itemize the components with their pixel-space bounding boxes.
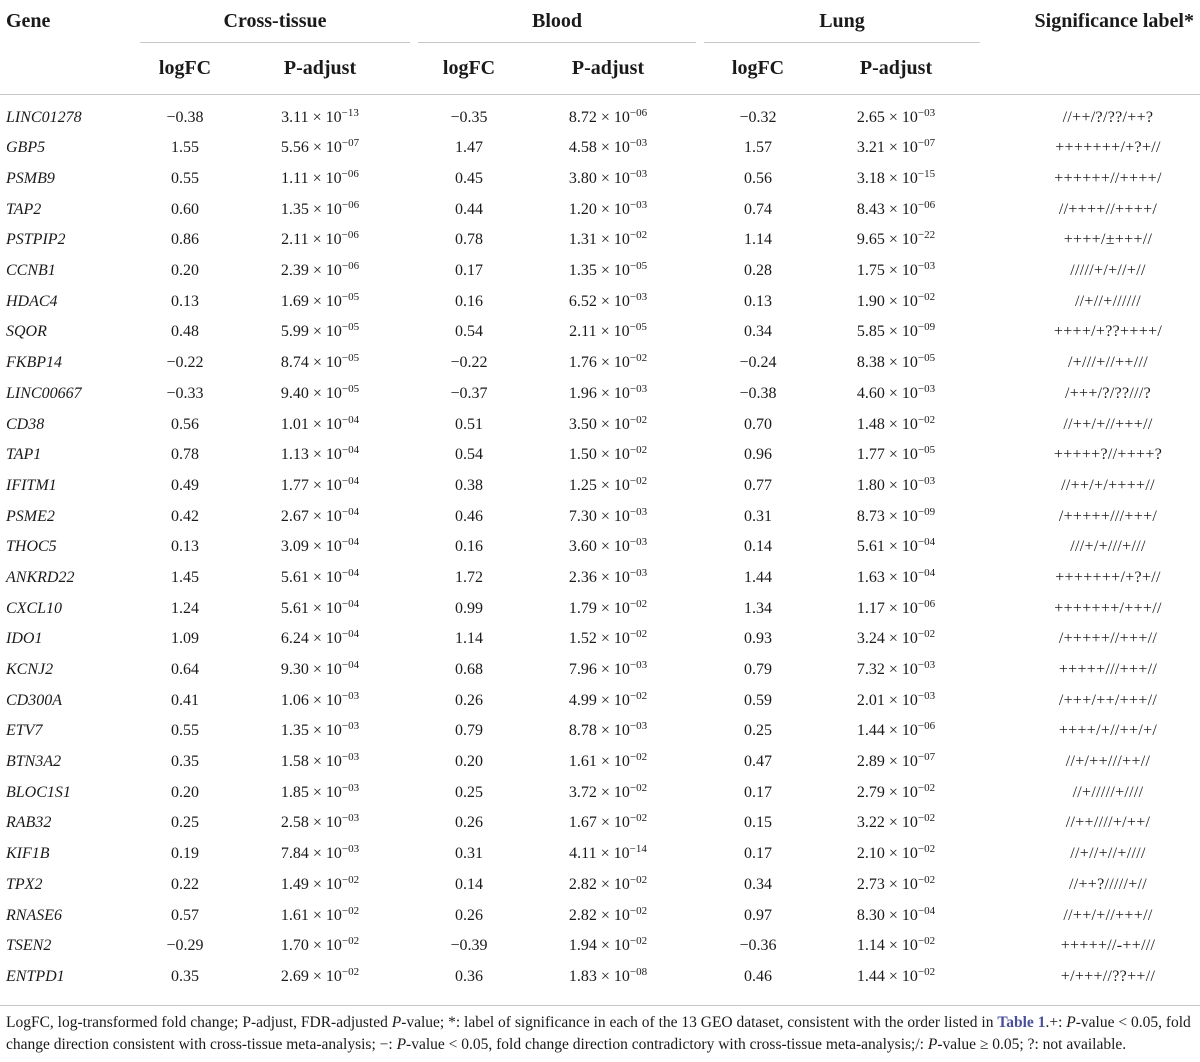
- lu-padjust-cell: $2.73 \times 10^{-02}$: [856, 873, 936, 893]
- lu-logfc-cell: 0.34: [744, 323, 772, 341]
- bl-padjust-cell: $1.67 \times 10^{-02}$: [568, 812, 648, 832]
- lu-logfc-cell: −0.36: [739, 937, 777, 955]
- lu-padjust-cell: $2.65 \times 10^{-03}$: [856, 107, 936, 126]
- bl-logfc-cell: 0.38: [455, 476, 483, 494]
- bl-logfc-cell: 0.26: [455, 906, 483, 924]
- ct-padjust-cell: $5.61 \times 10^{-04}$: [280, 566, 360, 586]
- bl-padjust-cell: $1.96 \times 10^{-03}$: [568, 382, 648, 402]
- bl-padjust-cell: $1.31 \times 10^{-02}$: [568, 229, 648, 249]
- ct-logfc-cell: 0.55: [171, 722, 199, 740]
- lu-logfc-cell: 1.44: [744, 568, 772, 586]
- significance-cell: ++++/+??++++/: [1053, 323, 1163, 341]
- table-body: [0, 95, 1200, 993]
- bl-padjust-cell: $3.72 \times 10^{-02}$: [568, 781, 648, 801]
- gene-cell: RAB32: [6, 814, 52, 832]
- ct-logfc-cell: 0.57: [171, 906, 199, 924]
- gene-cell: ENTPD1: [6, 967, 65, 985]
- significance-cell: //++/+/++++//: [1061, 476, 1155, 494]
- lu-padjust-cell: $8.30 \times 10^{-04}$: [856, 904, 936, 924]
- lu-padjust-cell: $2.79 \times 10^{-02}$: [856, 781, 936, 801]
- ct-padjust-cell: $2.39 \times 10^{-06}$: [280, 260, 360, 280]
- bl-padjust-cell: $1.61 \times 10^{-02}$: [568, 751, 648, 771]
- lu-logfc-cell: 0.47: [744, 753, 772, 771]
- ct-logfc-cell: −0.29: [166, 937, 204, 955]
- table-row: [0, 532, 1200, 563]
- table-row: [0, 256, 1200, 287]
- ct-padjust-cell: $1.58 \times 10^{-03}$: [280, 751, 360, 771]
- lu-logfc-cell: 0.97: [744, 906, 772, 924]
- lu-logfc-cell: 0.25: [744, 722, 772, 740]
- table-row: [0, 624, 1200, 655]
- ct-padjust-cell: $1.85 \times 10^{-03}$: [280, 781, 360, 801]
- lu-padjust-cell: $4.60 \times 10^{-03}$: [856, 382, 936, 402]
- lu-padjust-cell: $1.63 \times 10^{-04}$: [856, 566, 936, 586]
- table-row: [0, 409, 1200, 440]
- bl-logfc-cell: 0.26: [455, 814, 483, 832]
- lu-logfc-cell: 0.96: [744, 446, 772, 464]
- ct-padjust-cell: $1.35 \times 10^{-06}$: [280, 198, 360, 218]
- bl-padjust-cell: $2.82 \times 10^{-02}$: [568, 873, 648, 893]
- ct-padjust-cell: $1.06 \times 10^{-03}$: [280, 689, 360, 709]
- ct-padjust-cell: $2.58 \times 10^{-03}$: [280, 812, 360, 832]
- significance-cell: ++++++//++++/: [1054, 170, 1162, 188]
- lu-padjust-cell: $1.48 \times 10^{-02}$: [856, 413, 936, 433]
- ct-logfc-cell: 1.24: [171, 599, 199, 617]
- bl-logfc-cell: 0.46: [455, 507, 483, 525]
- bl-padjust-cell: $4.11 \times 10^{-14}$: [569, 843, 647, 863]
- bl-padjust-cell: $3.50 \times 10^{-02}$: [568, 413, 648, 433]
- cross-tissue-header: Cross-tissue: [140, 0, 410, 42]
- lu-padjust-cell: $1.80 \times 10^{-03}$: [856, 474, 936, 494]
- bl-logfc-cell: 1.14: [455, 630, 483, 648]
- ct-padjust-cell: $1.35 \times 10^{-03}$: [280, 720, 360, 740]
- bl-logfc-cell: 0.51: [455, 415, 483, 433]
- gene-cell: FKBP14: [6, 354, 62, 372]
- table-bottom-rule: [0, 1005, 1200, 1006]
- ct-logfc-cell: 0.64: [171, 661, 199, 679]
- gene-cell: PSME2: [6, 507, 55, 525]
- significance-cell: //++/+//+++//: [1063, 415, 1153, 433]
- lu-logfc-cell: 0.17: [744, 845, 772, 863]
- lu-logfc-cell: 0.59: [744, 691, 772, 709]
- significance-cell: //++/+//+++//: [1063, 906, 1153, 924]
- table-row: [0, 685, 1200, 716]
- ct-padjust-cell: $9.30 \times 10^{-04}$: [280, 659, 360, 679]
- gene-cell: TAP2: [6, 200, 42, 218]
- bl-padjust-cell: $8.72 \times 10^{-06}$: [568, 107, 648, 126]
- ct-padjust-cell: $2.69 \times 10^{-02}$: [280, 965, 360, 985]
- table-row: [0, 133, 1200, 164]
- lu-padjust-cell: $9.65 \times 10^{-22}$: [856, 229, 936, 249]
- gene-cell: CXCL10: [6, 599, 63, 617]
- significance-cell: +++++//-++///: [1060, 937, 1156, 955]
- table-row: [0, 900, 1200, 931]
- bl-padjust-cell: $6.52 \times 10^{-03}$: [568, 290, 648, 310]
- gene-header: Gene: [6, 9, 51, 32]
- bl-logfc-cell: 0.17: [455, 262, 483, 280]
- ct-logfc-cell: 0.78: [171, 446, 199, 464]
- ct-logfc-cell: 0.13: [171, 292, 199, 310]
- bl-logfc-cell: 0.36: [455, 967, 483, 985]
- ct-logfc-cell: 0.48: [171, 323, 199, 341]
- ct-logfc-cell: 0.55: [171, 170, 199, 188]
- ct-padjust-cell: $1.13 \times 10^{-04}$: [280, 444, 360, 464]
- bl-logfc-cell: 0.16: [455, 538, 483, 556]
- table-row: [0, 747, 1200, 778]
- bl-padjust-cell: $1.50 \times 10^{-02}$: [568, 444, 648, 464]
- gene-cell: KIF1B: [6, 845, 50, 863]
- significance-cell: //++////+/++/: [1065, 814, 1151, 832]
- table-row: [0, 440, 1200, 471]
- ct-padjust-cell: $5.61 \times 10^{-04}$: [280, 597, 360, 617]
- gene-cell: TSEN2: [6, 937, 52, 955]
- ct-padjust-cell: $2.67 \times 10^{-04}$: [280, 505, 360, 525]
- lung-logfc-header: logFC: [704, 42, 812, 95]
- lu-logfc-cell: −0.24: [739, 354, 777, 372]
- table-row: [0, 164, 1200, 195]
- table-row: [0, 931, 1200, 962]
- ct-logfc-cell: 1.55: [171, 139, 199, 157]
- gene-cell: PSTPIP2: [6, 231, 66, 249]
- ct-logfc-cell: 0.13: [171, 538, 199, 556]
- ct-logfc-cell: 0.35: [171, 967, 199, 985]
- bl-logfc-cell: 0.54: [455, 323, 483, 341]
- ct-padjust-cell: $5.99 \times 10^{-05}$: [280, 321, 360, 341]
- lu-logfc-cell: 0.93: [744, 630, 772, 648]
- bl-padjust-cell: $2.82 \times 10^{-02}$: [568, 904, 648, 924]
- bl-logfc-cell: 0.54: [455, 446, 483, 464]
- bl-padjust-cell: $1.76 \times 10^{-02}$: [568, 352, 648, 372]
- ct-padjust-cell: $1.11 \times 10^{-06}$: [281, 168, 359, 188]
- bl-logfc-cell: 0.99: [455, 599, 483, 617]
- ct-logfc-cell: 0.42: [171, 507, 199, 525]
- blood-logfc-header: logFC: [418, 42, 520, 95]
- lu-logfc-cell: 1.34: [744, 599, 772, 617]
- ct-padjust-cell: $5.56 \times 10^{-07}$: [280, 137, 360, 157]
- bl-padjust-cell: $1.83 \times 10^{-08}$: [568, 965, 648, 985]
- table-1-link[interactable]: Table 1: [997, 1014, 1046, 1031]
- lu-logfc-cell: 1.14: [744, 231, 772, 249]
- gene-cell: ETV7: [6, 722, 43, 740]
- lu-logfc-cell: 0.15: [744, 814, 772, 832]
- lu-logfc-cell: 0.34: [744, 875, 772, 893]
- lu-logfc-cell: 0.77: [744, 476, 772, 494]
- lu-logfc-cell: 0.14: [744, 538, 772, 556]
- bl-padjust-cell: $3.60 \times 10^{-03}$: [568, 536, 648, 556]
- ct-padjust-cell: $1.61 \times 10^{-02}$: [280, 904, 360, 924]
- gene-cell: RNASE6: [6, 906, 62, 924]
- bl-padjust-cell: $1.52 \times 10^{-02}$: [568, 628, 648, 648]
- gene-cell: CCNB1: [6, 262, 56, 280]
- gene-cell: ANKRD22: [6, 568, 75, 586]
- lu-logfc-cell: 0.31: [744, 507, 772, 525]
- table-row: [0, 471, 1200, 502]
- ct-logfc-cell: 0.20: [171, 783, 199, 801]
- ct-logfc-cell: 0.49: [171, 476, 199, 494]
- significance-cell: //+/////+////: [1072, 783, 1144, 801]
- ct-padjust-cell: $9.40 \times 10^{-05}$: [280, 382, 360, 402]
- significance-cell: /+++/++/+++//: [1058, 691, 1158, 709]
- lu-padjust-cell: $2.10 \times 10^{-02}$: [856, 843, 936, 863]
- table-row: [0, 655, 1200, 686]
- lu-logfc-cell: 0.13: [744, 292, 772, 310]
- bl-padjust-cell: $3.80 \times 10^{-03}$: [568, 168, 648, 188]
- lu-logfc-cell: −0.38: [739, 384, 777, 402]
- table-row: [0, 839, 1200, 870]
- lung-header: Lung: [704, 0, 980, 42]
- bl-padjust-cell: $4.58 \times 10^{-03}$: [568, 137, 648, 157]
- ct-logfc-cell: 0.41: [171, 691, 199, 709]
- bl-logfc-cell: −0.35: [450, 109, 488, 126]
- bl-padjust-cell: $1.25 \times 10^{-02}$: [568, 474, 648, 494]
- ct-padjust-cell: $2.11 \times 10^{-06}$: [281, 229, 359, 249]
- blood-header: Blood: [418, 0, 696, 42]
- lu-padjust-cell: $1.44 \times 10^{-06}$: [856, 720, 936, 740]
- table-row: [0, 501, 1200, 532]
- lu-padjust-cell: $8.38 \times 10^{-05}$: [856, 352, 936, 372]
- significance-cell: ++++/±+++//: [1063, 231, 1153, 249]
- ct-logfc-cell: 1.09: [171, 630, 199, 648]
- bl-padjust-cell: $1.79 \times 10^{-02}$: [568, 597, 648, 617]
- ct-padjust-cell: $1.77 \times 10^{-04}$: [280, 474, 360, 494]
- lu-padjust-cell: $2.01 \times 10^{-03}$: [856, 689, 936, 709]
- bl-logfc-cell: 1.72: [455, 568, 483, 586]
- gene-cell: LINC00667: [6, 384, 82, 402]
- lu-padjust-cell: $5.61 \times 10^{-04}$: [856, 536, 936, 556]
- significance-cell: +++++++/+++//: [1054, 599, 1162, 617]
- lu-logfc-cell: −0.32: [739, 109, 777, 126]
- gene-cell: HDAC4: [6, 292, 58, 310]
- ct-logfc-cell: 1.45: [171, 568, 199, 586]
- bl-logfc-cell: 0.78: [455, 231, 483, 249]
- bl-logfc-cell: −0.37: [450, 384, 488, 402]
- bl-logfc-cell: −0.22: [450, 354, 488, 372]
- ct-padjust-cell: $7.84 \times 10^{-03}$: [280, 843, 360, 863]
- significance-cell: /+++++//+++//: [1058, 630, 1158, 648]
- significance-cell: +++++///+++//: [1058, 661, 1158, 679]
- table-row: [0, 716, 1200, 747]
- bl-padjust-cell: $2.11 \times 10^{-05}$: [569, 321, 647, 341]
- lu-logfc-cell: 0.46: [744, 967, 772, 985]
- bl-logfc-cell: 0.45: [455, 170, 483, 188]
- lu-padjust-cell: $3.24 \times 10^{-02}$: [856, 628, 936, 648]
- ct-logfc-header: logFC: [140, 42, 230, 95]
- lung-padjust-header: P-adjust: [812, 42, 980, 95]
- bl-logfc-cell: −0.39: [450, 937, 488, 955]
- significance-cell: //+//+//+////: [1070, 845, 1146, 863]
- significance-header: Significance label*: [1034, 9, 1194, 32]
- lu-logfc-cell: 0.70: [744, 415, 772, 433]
- bl-logfc-cell: 0.26: [455, 691, 483, 709]
- lu-padjust-cell: $1.17 \times 10^{-06}$: [856, 597, 936, 617]
- bl-padjust-cell: $7.30 \times 10^{-03}$: [568, 505, 648, 525]
- significance-cell: //++/?/??/++?: [1062, 109, 1154, 126]
- bl-logfc-cell: 0.25: [455, 783, 483, 801]
- ct-logfc-cell: 0.25: [171, 814, 199, 832]
- ct-logfc-cell: −0.22: [166, 354, 204, 372]
- gene-cell: IDO1: [6, 630, 43, 648]
- lu-logfc-cell: 0.28: [744, 262, 772, 280]
- bl-logfc-cell: 0.79: [455, 722, 483, 740]
- blood-padjust-header: P-adjust: [520, 42, 696, 95]
- gene-cell: BTN3A2: [6, 753, 62, 771]
- lu-logfc-cell: 0.79: [744, 661, 772, 679]
- bl-logfc-cell: 0.14: [455, 875, 483, 893]
- ct-padjust-cell: $1.70 \times 10^{-02}$: [280, 935, 360, 955]
- significance-cell: +++++++/+?+//: [1055, 568, 1161, 586]
- significance-cell: //++++//++++/: [1058, 200, 1158, 218]
- ct-padjust-cell: $3.11 \times 10^{-13}$: [281, 107, 359, 126]
- lu-logfc-cell: 0.74: [744, 200, 772, 218]
- table-row: [0, 194, 1200, 225]
- significance-cell: /+++/?/??///?: [1064, 384, 1152, 402]
- lu-padjust-cell: $1.14 \times 10^{-02}$: [856, 935, 936, 955]
- gene-cell: BLOC1S1: [6, 783, 71, 801]
- ct-padjust-header: P-adjust: [230, 42, 410, 95]
- table-row: [0, 563, 1200, 594]
- gene-cell: PSMB9: [6, 170, 55, 188]
- bl-padjust-cell: $8.78 \times 10^{-03}$: [568, 720, 648, 740]
- significance-cell: //+//+//////: [1074, 292, 1142, 310]
- lu-padjust-cell: $3.18 \times 10^{-15}$: [856, 168, 936, 188]
- gene-cell: KCNJ2: [6, 661, 54, 679]
- significance-cell: /+++++///+++/: [1058, 507, 1158, 525]
- table-row: [0, 317, 1200, 348]
- bl-logfc-cell: 1.47: [455, 139, 483, 157]
- table-footnote: LogFC, log-transformed fold change; P-adjust, FDR-adjusted P-value; *: label of significance in each of the 13 GEO dataset, consistent with the order listed in Table 1.+: P-value < 0.05, fold change direction consistent with cross-tissue meta-analysis; −: P-value < 0.05, fold change direction contradictory with cross-tissue meta-analysis;/: P-value ≥ 0.05; ?: not available.: [6, 1014, 1191, 1053]
- ct-logfc-cell: 0.22: [171, 875, 199, 893]
- ct-padjust-cell: $1.01 \times 10^{-04}$: [280, 413, 360, 433]
- gene-cell: TPX2: [6, 875, 43, 893]
- ct-logfc-cell: 0.19: [171, 845, 199, 863]
- ct-padjust-cell: $1.49 \times 10^{-02}$: [280, 873, 360, 893]
- significance-cell: +++++++/+?+//: [1055, 139, 1161, 157]
- significance-cell: //+/++///++//: [1065, 753, 1151, 771]
- bl-padjust-cell: $7.96 \times 10^{-03}$: [568, 659, 648, 679]
- table-row: [0, 348, 1200, 379]
- significance-cell: ///+/+///+///: [1070, 538, 1146, 556]
- gene-cell: SQOR: [6, 323, 47, 341]
- significance-cell: +/+++//??++//: [1060, 967, 1156, 985]
- bl-logfc-cell: 0.16: [455, 292, 483, 310]
- table-row: [0, 777, 1200, 808]
- lu-padjust-cell: $8.73 \times 10^{-09}$: [856, 505, 936, 525]
- table-row: [0, 593, 1200, 624]
- bl-logfc-cell: 0.20: [455, 753, 483, 771]
- table-row: [0, 379, 1200, 410]
- ct-padjust-cell: $6.24 \times 10^{-04}$: [280, 628, 360, 648]
- bl-padjust-cell: $4.99 \times 10^{-02}$: [568, 689, 648, 709]
- lu-logfc-cell: 1.57: [744, 139, 772, 157]
- significance-cell: /+///+//++///: [1067, 354, 1148, 372]
- ct-logfc-cell: −0.33: [166, 384, 204, 402]
- lu-padjust-cell: $8.43 \times 10^{-06}$: [856, 198, 936, 218]
- table-row: [0, 225, 1200, 256]
- table-row: [0, 870, 1200, 901]
- ct-padjust-cell: $3.09 \times 10^{-04}$: [280, 536, 360, 556]
- bl-padjust-cell: $2.36 \times 10^{-03}$: [568, 566, 648, 586]
- lu-logfc-cell: 0.17: [744, 783, 772, 801]
- significance-cell: +++++?//++++?: [1053, 446, 1163, 464]
- lu-padjust-cell: $5.85 \times 10^{-09}$: [856, 321, 936, 341]
- ct-padjust-cell: $1.69 \times 10^{-05}$: [280, 290, 360, 310]
- lu-padjust-cell: $1.44 \times 10^{-02}$: [856, 965, 936, 985]
- lu-padjust-cell: $3.22 \times 10^{-02}$: [856, 812, 936, 832]
- ct-padjust-cell: $8.74 \times 10^{-05}$: [280, 352, 360, 372]
- table-row: [0, 95, 1200, 134]
- ct-logfc-cell: 0.20: [171, 262, 199, 280]
- gene-cell: CD300A: [6, 691, 62, 709]
- significance-cell: /////+/+//+//: [1070, 262, 1146, 280]
- ct-logfc-cell: 0.60: [171, 200, 199, 218]
- lu-logfc-cell: 0.56: [744, 170, 772, 188]
- gene-cell: THOC5: [6, 538, 57, 556]
- bl-logfc-cell: 0.31: [455, 845, 483, 863]
- gene-cell: GBP5: [6, 139, 46, 157]
- bl-logfc-cell: 0.44: [455, 200, 483, 218]
- lu-padjust-cell: $1.90 \times 10^{-02}$: [856, 290, 936, 310]
- gene-cell: IFITM1: [6, 476, 57, 494]
- lu-padjust-cell: $7.32 \times 10^{-03}$: [856, 659, 936, 679]
- table-row: [0, 808, 1200, 839]
- ct-logfc-cell: 0.56: [171, 415, 199, 433]
- lu-padjust-cell: $2.89 \times 10^{-07}$: [856, 751, 936, 771]
- bl-padjust-cell: $1.35 \times 10^{-05}$: [568, 260, 648, 280]
- bl-padjust-cell: $1.20 \times 10^{-03}$: [568, 198, 648, 218]
- gene-cell: TAP1: [6, 446, 42, 464]
- bl-padjust-cell: $1.94 \times 10^{-02}$: [568, 935, 648, 955]
- ct-logfc-cell: 0.35: [171, 753, 199, 771]
- lu-padjust-cell: $1.77 \times 10^{-05}$: [856, 444, 936, 464]
- lu-padjust-cell: $1.75 \times 10^{-03}$: [856, 260, 936, 280]
- significance-cell: //++?/////+//: [1068, 875, 1148, 893]
- table-row: [0, 286, 1200, 317]
- table-row: [0, 962, 1200, 993]
- gene-cell: LINC01278: [6, 109, 82, 126]
- significance-cell: ++++/+//++/+/: [1058, 722, 1158, 740]
- ct-logfc-cell: 0.86: [171, 231, 199, 249]
- bl-logfc-cell: 0.68: [455, 661, 483, 679]
- lu-padjust-cell: $3.21 \times 10^{-07}$: [856, 137, 936, 157]
- ct-logfc-cell: −0.38: [166, 109, 204, 126]
- gene-cell: CD38: [6, 415, 45, 433]
